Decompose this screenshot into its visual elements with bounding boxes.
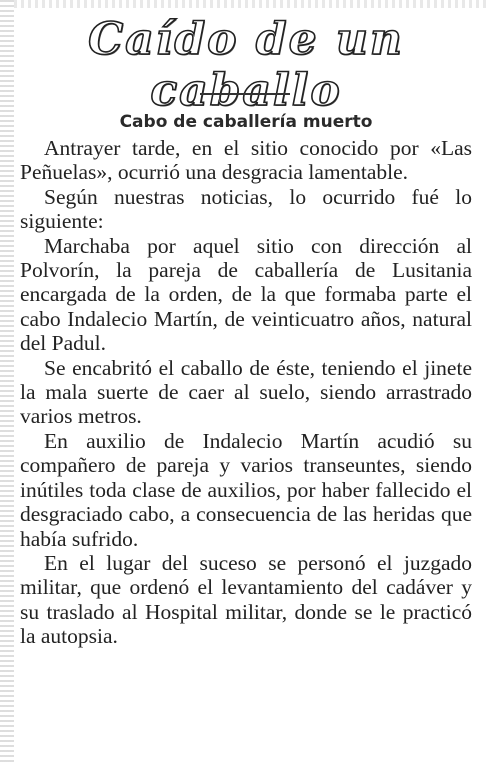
paragraph-6: En el lugar del suceso se personó el juzgado militar, que ordenó el levantamiento del cadáver y su traslado al Hospital militar, donde se le practicó la autopsia. [20, 550, 472, 649]
article-body [20, 136, 472, 649]
paragraph-5: En auxilio de Indalecio Martín acudió su compañero de pareja y varios transeuntes, siendo inútiles toda clase de auxilios, por haber fallecido el desgraciado cabo, a consecuencia de las heridas que había sufrido. [20, 428, 472, 551]
headline-divider [200, 93, 290, 95]
left-margin-texture [0, 0, 14, 763]
top-margin-texture [14, 0, 487, 8]
paragraph-2: Según nuestras noticias, lo ocurrido fué lo siguiente: [20, 184, 472, 234]
headline: Caído de un caballo [88, 14, 404, 116]
paragraph-3: Marchaba por aquel sitio con dirección al Polvorín, la pareja de caballería de Lusitania encargada de la orden, de la que formaba parte el cabo Indalecio Martín, de veinticuatro años, natural del Padul. [20, 233, 472, 356]
paragraph-4: Se encabritó el caballo de éste, teniendo el jinete la mala suerte de caer al suelo, siendo arrastrado varios metros. [20, 355, 472, 429]
subheadline: Cabo de caballería muerto [119, 112, 373, 132]
paragraph-1: Antrayer tarde, en el sitio conocido por «Las Peñuelas», ocurrió una desgracia lamentable. [20, 136, 472, 185]
